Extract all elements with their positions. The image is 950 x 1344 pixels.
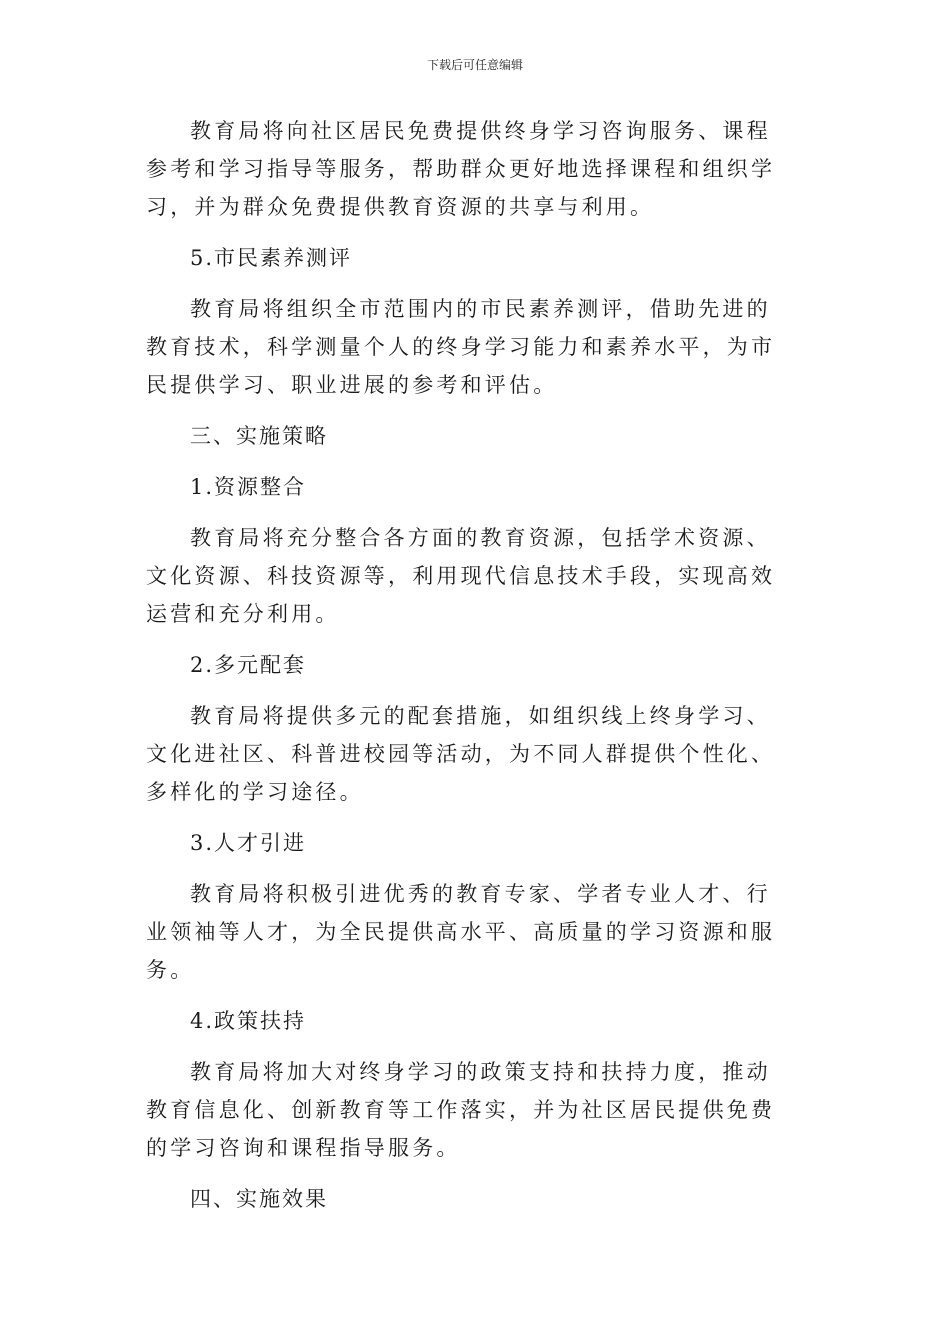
paragraph-diverse-support: 教育局将提供多元的配套措施，如组织线上终身学习、文化进社区、科普进校园等活动，为不同人群提供个性化、多样化的学习途径。 xyxy=(146,704,776,804)
spacer xyxy=(146,989,794,1002)
spacer xyxy=(146,811,794,824)
spacer xyxy=(146,455,794,468)
spacer xyxy=(146,633,794,646)
spacer xyxy=(146,862,794,875)
chapter-heading-results: 四、实施效果 xyxy=(190,1187,328,1211)
section-heading-talent: 3.人才引进 xyxy=(190,831,307,855)
spacer xyxy=(146,1040,794,1053)
spacer xyxy=(146,226,794,239)
paragraph-talent: 教育局将积极引进优秀的教育专家、学者专业人才、行业领袖等人才，为全民提供高水平、高质量的学习资源和服务。 xyxy=(146,882,776,982)
section-heading-literacy-assessment: 5.市民素养测评 xyxy=(190,246,353,270)
spacer xyxy=(146,684,794,697)
chapter-heading-strategy: 三、实施策略 xyxy=(190,424,328,448)
paragraph-literacy-assessment: 教育局将组织全市范围内的市民素养测评，借助先进的教育技术，科学测量个人的终身学习能力和素养水平，为市民提供学习、职业进展的参考和评估。 xyxy=(146,297,776,397)
paragraph-policy: 教育局将加大对终身学习的政策支持和扶持力度，推动教育信息化、创新教育等工作落实，并为社区居民提供免费的学习咨询和课程指导服务。 xyxy=(146,1060,776,1160)
spacer xyxy=(146,277,794,290)
document-body xyxy=(146,112,794,1218)
paragraph-learning-consulting: 教育局将向社区居民免费提供终身学习咨询服务、课程参考和学习指导等服务，帮助群众更好地选择课程和组织学习，并为群众免费提供教育资源的共享与利用。 xyxy=(146,119,776,219)
section-heading-resource-integration: 1.资源整合 xyxy=(190,475,307,499)
paragraph-resource-integration: 教育局将充分整合各方面的教育资源，包括学术资源、文化资源、科技资源等，利用现代信息技术手段，实现高效运营和充分利用。 xyxy=(146,526,776,626)
spacer xyxy=(146,506,794,519)
section-heading-diverse-support: 2.多元配套 xyxy=(190,653,307,677)
section-heading-policy: 4.政策扶持 xyxy=(190,1009,307,1033)
spacer xyxy=(146,1167,794,1180)
spacer xyxy=(146,404,794,417)
page-header-note: 下载后可任意编辑 xyxy=(426,58,523,72)
